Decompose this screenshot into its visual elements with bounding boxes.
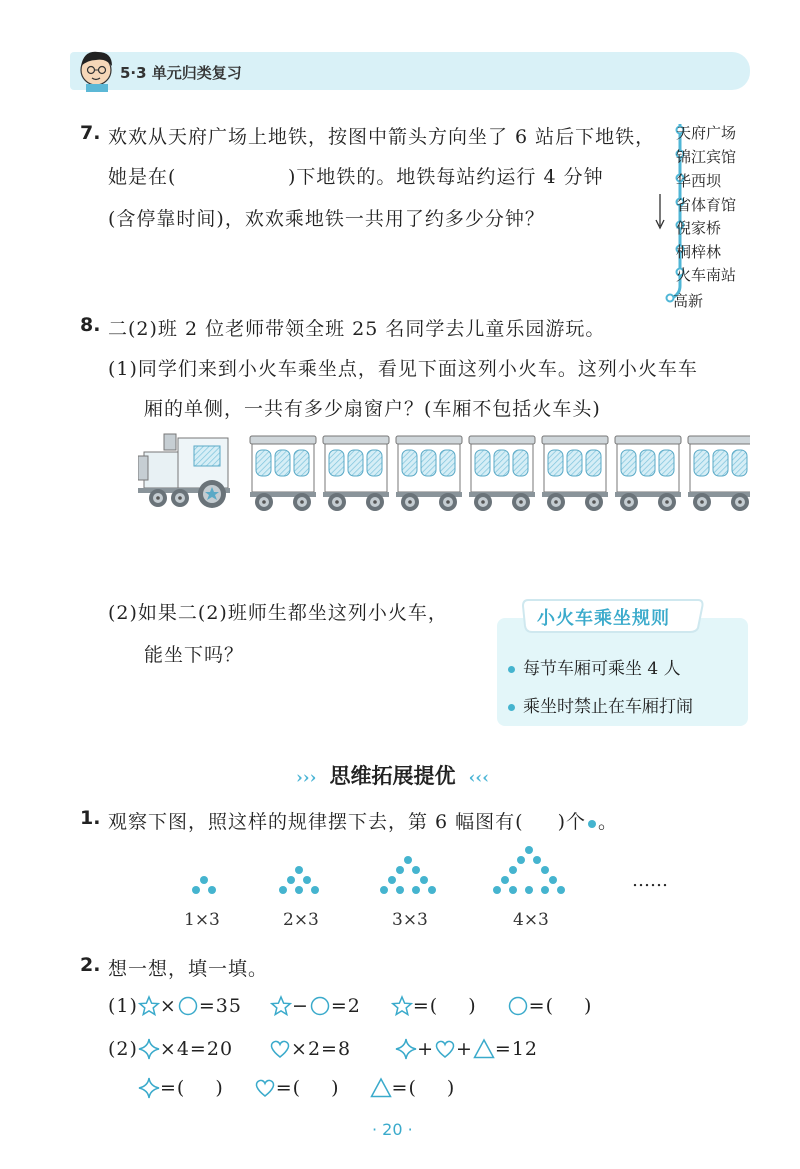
- q8-number: 8.: [80, 314, 101, 336]
- bullet-dot: [508, 704, 515, 711]
- station-2: 锦江宾馆: [676, 148, 737, 166]
- caption-3: 3×3: [392, 910, 428, 930]
- rules-title: 小火车乘坐规则: [537, 608, 670, 629]
- p2-r1-eq1b: =35: [198, 995, 242, 1017]
- caption-1: 1×3: [184, 910, 220, 930]
- train-car: [323, 436, 389, 511]
- q8-sub1-line1: (1)同学们来到小火车乘坐点，看见下面这列小火车。这列小火车车: [108, 358, 698, 380]
- p2-row2: [108, 1038, 538, 1060]
- p2-r3-eq2: =(: [275, 1077, 302, 1099]
- station-4: 省体育馆: [676, 196, 737, 214]
- star-icon: [391, 995, 413, 1017]
- p2-r2-eq3c: =12: [494, 1038, 539, 1060]
- p1-text-c: 。: [598, 811, 619, 833]
- station-1: 天府广场: [676, 124, 737, 142]
- four-point-star-icon: [138, 1077, 160, 1099]
- p2-r3-eq1: =(: [160, 1077, 186, 1099]
- p2-r1-eq1: ×: [159, 995, 177, 1017]
- train-car: [250, 436, 316, 511]
- p1-text-a: 观察下图，照这样的规律摆下去，第 6 幅图有(: [108, 811, 524, 833]
- station-8: 高新: [673, 292, 704, 310]
- locomotive: [138, 434, 230, 508]
- p2-r2-eq3b: +: [455, 1038, 473, 1060]
- section-header: [296, 760, 489, 790]
- p2-r1-label: (1): [108, 995, 138, 1017]
- triangle-icon: [370, 1077, 392, 1099]
- q7-line3: (含停靠时间)，欢欢乘地铁一共用了约多少分钟？: [108, 208, 545, 230]
- p2-r1-eq2b: =2: [330, 995, 361, 1017]
- p2-r1-eq4b: ): [584, 995, 593, 1017]
- p1-number: 1.: [80, 807, 101, 829]
- p1-text: [108, 807, 618, 834]
- star-icon: [270, 995, 292, 1017]
- train-illustration: [138, 432, 750, 512]
- mascot-icon: [72, 44, 120, 94]
- train-car: [396, 436, 462, 511]
- caption-4: 4×3: [513, 910, 549, 930]
- ellipsis: ……: [632, 870, 668, 891]
- p2-r3-eq3b: ): [446, 1077, 456, 1099]
- left-chevrons: ›››: [296, 768, 317, 788]
- p2-row1: [108, 995, 592, 1017]
- p2-r2-eq1: ×4=20: [159, 1038, 234, 1060]
- right-chevrons: ‹‹‹: [468, 768, 489, 788]
- p2-r1-eq2: −: [291, 995, 309, 1017]
- train-car: [615, 436, 681, 511]
- p2-r3-eq2b: ): [331, 1077, 340, 1099]
- train-car: [688, 436, 750, 511]
- triangle-icon: [473, 1038, 495, 1060]
- q8-sub2-line1: (2)如果二(2)班师生都坐这列小火车，: [108, 602, 448, 624]
- station-6: 桐梓林: [676, 243, 722, 261]
- p2-r3-eq3: =(: [391, 1077, 417, 1099]
- rule-item-1-text: 每节车厢可乘坐 4 人: [523, 659, 681, 679]
- q8-sub1-line2: 厢的单侧，一共有多少扇窗户？(车厢不包括火车头): [144, 398, 601, 420]
- p2-r1-eq4: =(: [528, 995, 554, 1017]
- rule-item-1: [508, 654, 681, 679]
- circle-icon: [177, 995, 199, 1017]
- four-point-star-icon: [138, 1038, 160, 1060]
- q8-line1: 二(2)班 2 位老师带领全班 25 名同学去儿童乐园游玩。: [108, 318, 606, 340]
- p2-row3: [138, 1077, 455, 1099]
- train-car: [469, 436, 535, 511]
- section-title: 思维拓展提优: [329, 764, 456, 788]
- circle-icon: [507, 995, 529, 1017]
- p2-number: 2.: [80, 954, 101, 976]
- four-point-star-icon: [395, 1038, 417, 1060]
- circle-icon: [309, 995, 331, 1017]
- heart-icon: [434, 1038, 456, 1060]
- q7-number: 7.: [80, 122, 101, 144]
- q8-sub2-line2: 能坐下吗？: [144, 644, 245, 666]
- heart-icon: [254, 1077, 276, 1099]
- page-number: · 20 ·: [372, 1120, 413, 1139]
- p2-r2-eq3a: +: [417, 1038, 434, 1060]
- p2-title: 想一想，填一填。: [108, 958, 269, 980]
- p2-r2-label: (2): [108, 1038, 138, 1060]
- p2-r1-eq3b: ): [468, 995, 477, 1017]
- heart-icon: [269, 1038, 291, 1060]
- rule-item-2-text: 乘坐时禁止在车厢打闹: [523, 697, 693, 717]
- rule-item-2: [508, 692, 693, 717]
- dot-pattern-figures: [180, 844, 580, 904]
- header-title: 5·3 单元归类复习: [120, 64, 242, 82]
- p2-r1-eq3: =(: [412, 995, 439, 1017]
- bullet-dot: [508, 666, 515, 673]
- q7-line2b: )下地铁的。地铁每站约运行 4 分钟: [288, 166, 604, 188]
- caption-2: 2×3: [283, 910, 319, 930]
- dot-icon: [588, 820, 596, 828]
- train-car: [542, 436, 608, 511]
- station-5: 倪家桥: [676, 219, 722, 237]
- p1-text-b: )个: [557, 811, 587, 833]
- station-7: 火车南站: [676, 266, 737, 284]
- q7-answer-blank[interactable]: [190, 160, 286, 186]
- q7-line2a: 她是在(: [108, 166, 177, 188]
- q7-line1: 欢欢从天府广场上地铁，按图中箭头方向坐了 6 站后下地铁，: [108, 126, 656, 148]
- star-icon: [138, 995, 160, 1017]
- p2-r2-eq2: ×2=8: [291, 1038, 352, 1060]
- station-3: 华西坝: [676, 172, 722, 190]
- p2-r3-eq1b: ): [215, 1077, 224, 1099]
